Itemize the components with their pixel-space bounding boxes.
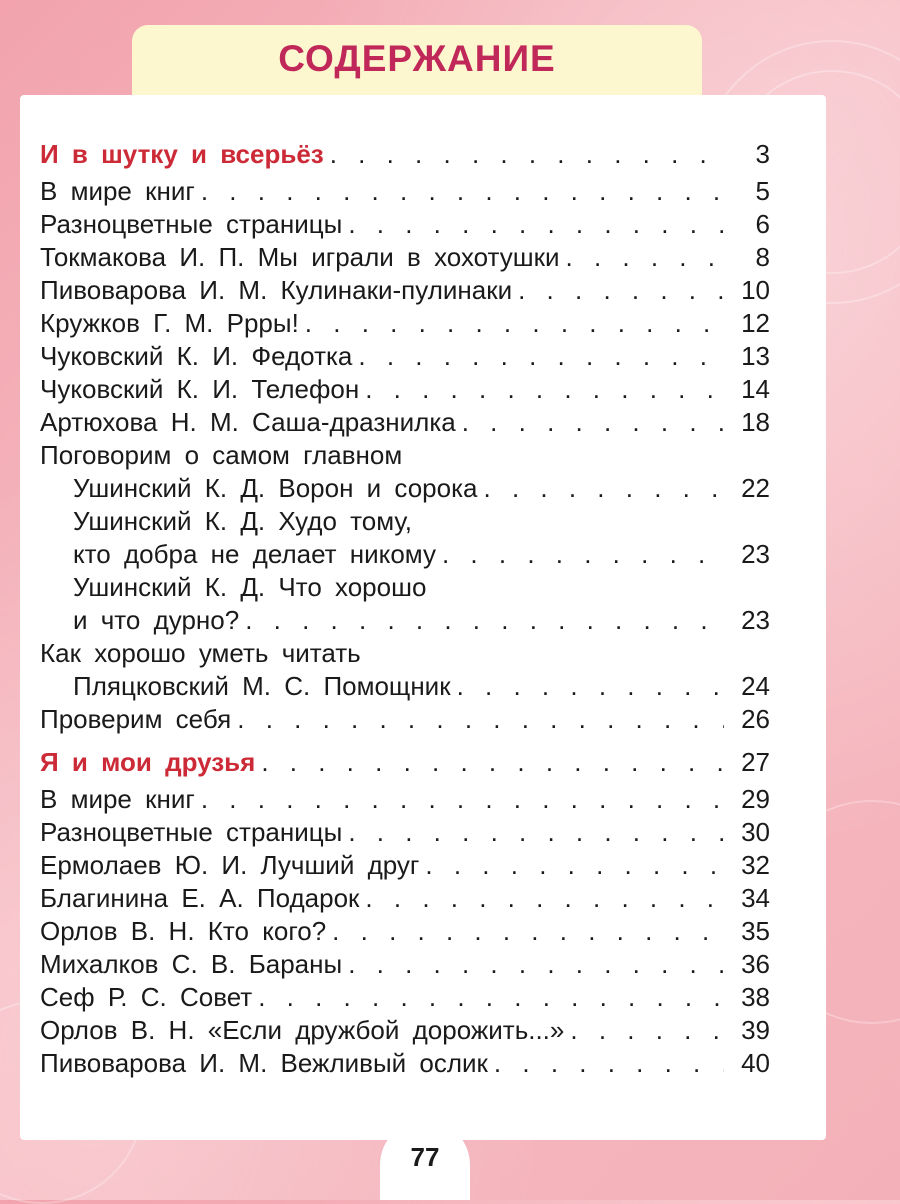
toc-entry-page: 22 bbox=[741, 473, 770, 503]
toc-entry-title: Чуковский К. И. Федотка bbox=[40, 341, 353, 371]
toc-entry bbox=[40, 704, 770, 737]
toc-entry bbox=[40, 1015, 770, 1048]
dot-leader bbox=[518, 275, 724, 306]
toc-entry-title: Пивоварова И. М. Кулинаки-пулинаки bbox=[40, 275, 513, 305]
dot-leader bbox=[566, 242, 724, 273]
toc-entry-page: 23 bbox=[741, 539, 770, 569]
dot-leader bbox=[484, 473, 724, 504]
toc-entry-page: 5 bbox=[755, 176, 770, 206]
dot-leader bbox=[348, 209, 724, 240]
toc-entry-page: 10 bbox=[741, 275, 770, 305]
toc-entry bbox=[40, 949, 770, 982]
toc-entry-title: Орлов В. Н. Кто кого? bbox=[40, 916, 327, 946]
toc-entry-page: 35 bbox=[741, 916, 770, 946]
dot-leader bbox=[457, 671, 724, 702]
toc-entry bbox=[40, 440, 770, 473]
toc-entry-page: 36 bbox=[741, 949, 770, 979]
toc-entry-title: кто добра не делает никому bbox=[73, 539, 436, 569]
dot-leader bbox=[348, 949, 724, 980]
toc-entry-page: 24 bbox=[741, 671, 770, 701]
toc-entry-page: 26 bbox=[741, 704, 770, 734]
dot-leader bbox=[237, 704, 724, 735]
toc-entry bbox=[40, 982, 770, 1015]
toc-entry-page: 13 bbox=[741, 341, 770, 371]
toc-entry-title: И в шутку и всерьёз bbox=[40, 139, 324, 169]
toc-entry bbox=[40, 242, 770, 275]
toc-entry-title: Пляцковский М. С. Помощник bbox=[73, 671, 451, 701]
toc-entry-page: 18 bbox=[741, 407, 770, 437]
toc-entry-title: Михалков С. В. Бараны bbox=[40, 949, 343, 979]
toc-entry bbox=[40, 883, 770, 916]
toc-entry bbox=[40, 1048, 770, 1081]
toc-entry-title: Ушинский К. Д. Худо тому, bbox=[73, 506, 413, 536]
toc-entry-title: Проверим себя bbox=[40, 704, 232, 734]
toc-section-heading bbox=[40, 139, 770, 172]
toc-entry bbox=[40, 308, 770, 341]
toc-entry bbox=[40, 374, 770, 407]
toc-entry bbox=[40, 850, 770, 883]
page-number: 77 bbox=[410, 1142, 440, 1172]
dot-leader bbox=[365, 374, 724, 405]
toc-entry bbox=[40, 341, 770, 374]
dot-leader bbox=[245, 605, 724, 636]
toc-entry-title: Ермолаев Ю. И. Лучший друг bbox=[40, 850, 420, 880]
table-of-contents bbox=[40, 139, 770, 1081]
toc-entry bbox=[40, 572, 770, 605]
dot-leader bbox=[201, 784, 724, 815]
dot-leader bbox=[462, 407, 724, 438]
dot-leader bbox=[442, 539, 724, 570]
toc-entry-title: Чуковский К. И. Телефон bbox=[40, 374, 360, 404]
toc-entry-page: 30 bbox=[741, 817, 770, 847]
toc-entry-page: 40 bbox=[741, 1048, 770, 1078]
dot-leader bbox=[332, 916, 724, 947]
toc-entry-page: 23 bbox=[741, 605, 770, 635]
toc-entry-title: Пивоварова И. М. Вежливый ослик bbox=[40, 1048, 488, 1078]
toc-entry-page: 27 bbox=[741, 747, 770, 777]
toc-entry bbox=[40, 671, 770, 704]
toc-entry bbox=[40, 539, 770, 572]
toc-entry bbox=[40, 176, 770, 209]
dot-leader bbox=[365, 883, 724, 914]
toc-entry-title: Поговорим о самом главном bbox=[40, 440, 403, 470]
dot-leader bbox=[201, 176, 724, 207]
toc-entry bbox=[40, 605, 770, 638]
dot-leader bbox=[261, 747, 724, 778]
dot-leader bbox=[570, 1015, 724, 1046]
toc-entry bbox=[40, 817, 770, 850]
toc-entry-page: 12 bbox=[741, 308, 770, 338]
toc-entry-title: Кружков Г. М. Ррры! bbox=[40, 308, 299, 338]
toc-entry-page: 6 bbox=[755, 209, 770, 239]
dot-leader bbox=[494, 1048, 724, 1079]
toc-entry-title: и что дурно? bbox=[73, 605, 240, 635]
toc-entry-title: В мире книг bbox=[40, 784, 195, 814]
toc-entry-page: 29 bbox=[741, 784, 770, 814]
toc-entry-title: Благинина Е. А. Подарок bbox=[40, 883, 360, 913]
dot-leader bbox=[348, 817, 724, 848]
dot-leader bbox=[258, 982, 724, 1013]
toc-entry-title: Как хорошо уметь читать bbox=[40, 638, 361, 668]
toc-entry-page: 34 bbox=[741, 883, 770, 913]
toc-entry bbox=[40, 506, 770, 539]
toc-entry bbox=[40, 638, 770, 671]
toc-entry-page: 39 bbox=[741, 1015, 770, 1045]
toc-entry-title: Артюхова Н. М. Саша-дразнилка bbox=[40, 407, 456, 437]
toc-entry-title: Орлов В. Н. «Если дружбой дорожить...» bbox=[40, 1015, 565, 1045]
toc-entry bbox=[40, 275, 770, 308]
toc-entry-title: Разноцветные страницы bbox=[40, 817, 343, 847]
dot-leader bbox=[330, 139, 724, 170]
page-title: СОДЕРЖАНИЕ bbox=[278, 38, 556, 79]
toc-entry-page: 32 bbox=[741, 850, 770, 880]
dot-leader bbox=[305, 308, 724, 339]
toc-entry-page: 8 bbox=[755, 242, 770, 272]
toc-entry-title: Разноцветные страницы bbox=[40, 209, 343, 239]
toc-entry bbox=[40, 916, 770, 949]
toc-entry-page: 3 bbox=[755, 139, 770, 169]
toc-entry bbox=[40, 473, 770, 506]
toc-entry-page: 14 bbox=[741, 374, 770, 404]
dot-leader bbox=[425, 850, 724, 881]
toc-entry-title: Ушинский К. Д. Ворон и сорока bbox=[73, 473, 478, 503]
toc-entry-title: Токмакова И. П. Мы играли в хохотушки bbox=[40, 242, 560, 272]
toc-entry bbox=[40, 784, 770, 817]
dot-leader bbox=[358, 341, 724, 372]
toc-section-heading bbox=[40, 747, 770, 780]
toc-entry-title: В мире книг bbox=[40, 176, 195, 206]
toc-entry-page: 38 bbox=[741, 982, 770, 1012]
toc-entry-title: Я и мои друзья bbox=[40, 747, 256, 777]
toc-entry bbox=[40, 407, 770, 440]
toc-entry-title: Сеф Р. С. Совет bbox=[40, 982, 253, 1012]
toc-entry-title: Ушинский К. Д. Что хорошо bbox=[73, 572, 427, 602]
toc-entry bbox=[40, 209, 770, 242]
